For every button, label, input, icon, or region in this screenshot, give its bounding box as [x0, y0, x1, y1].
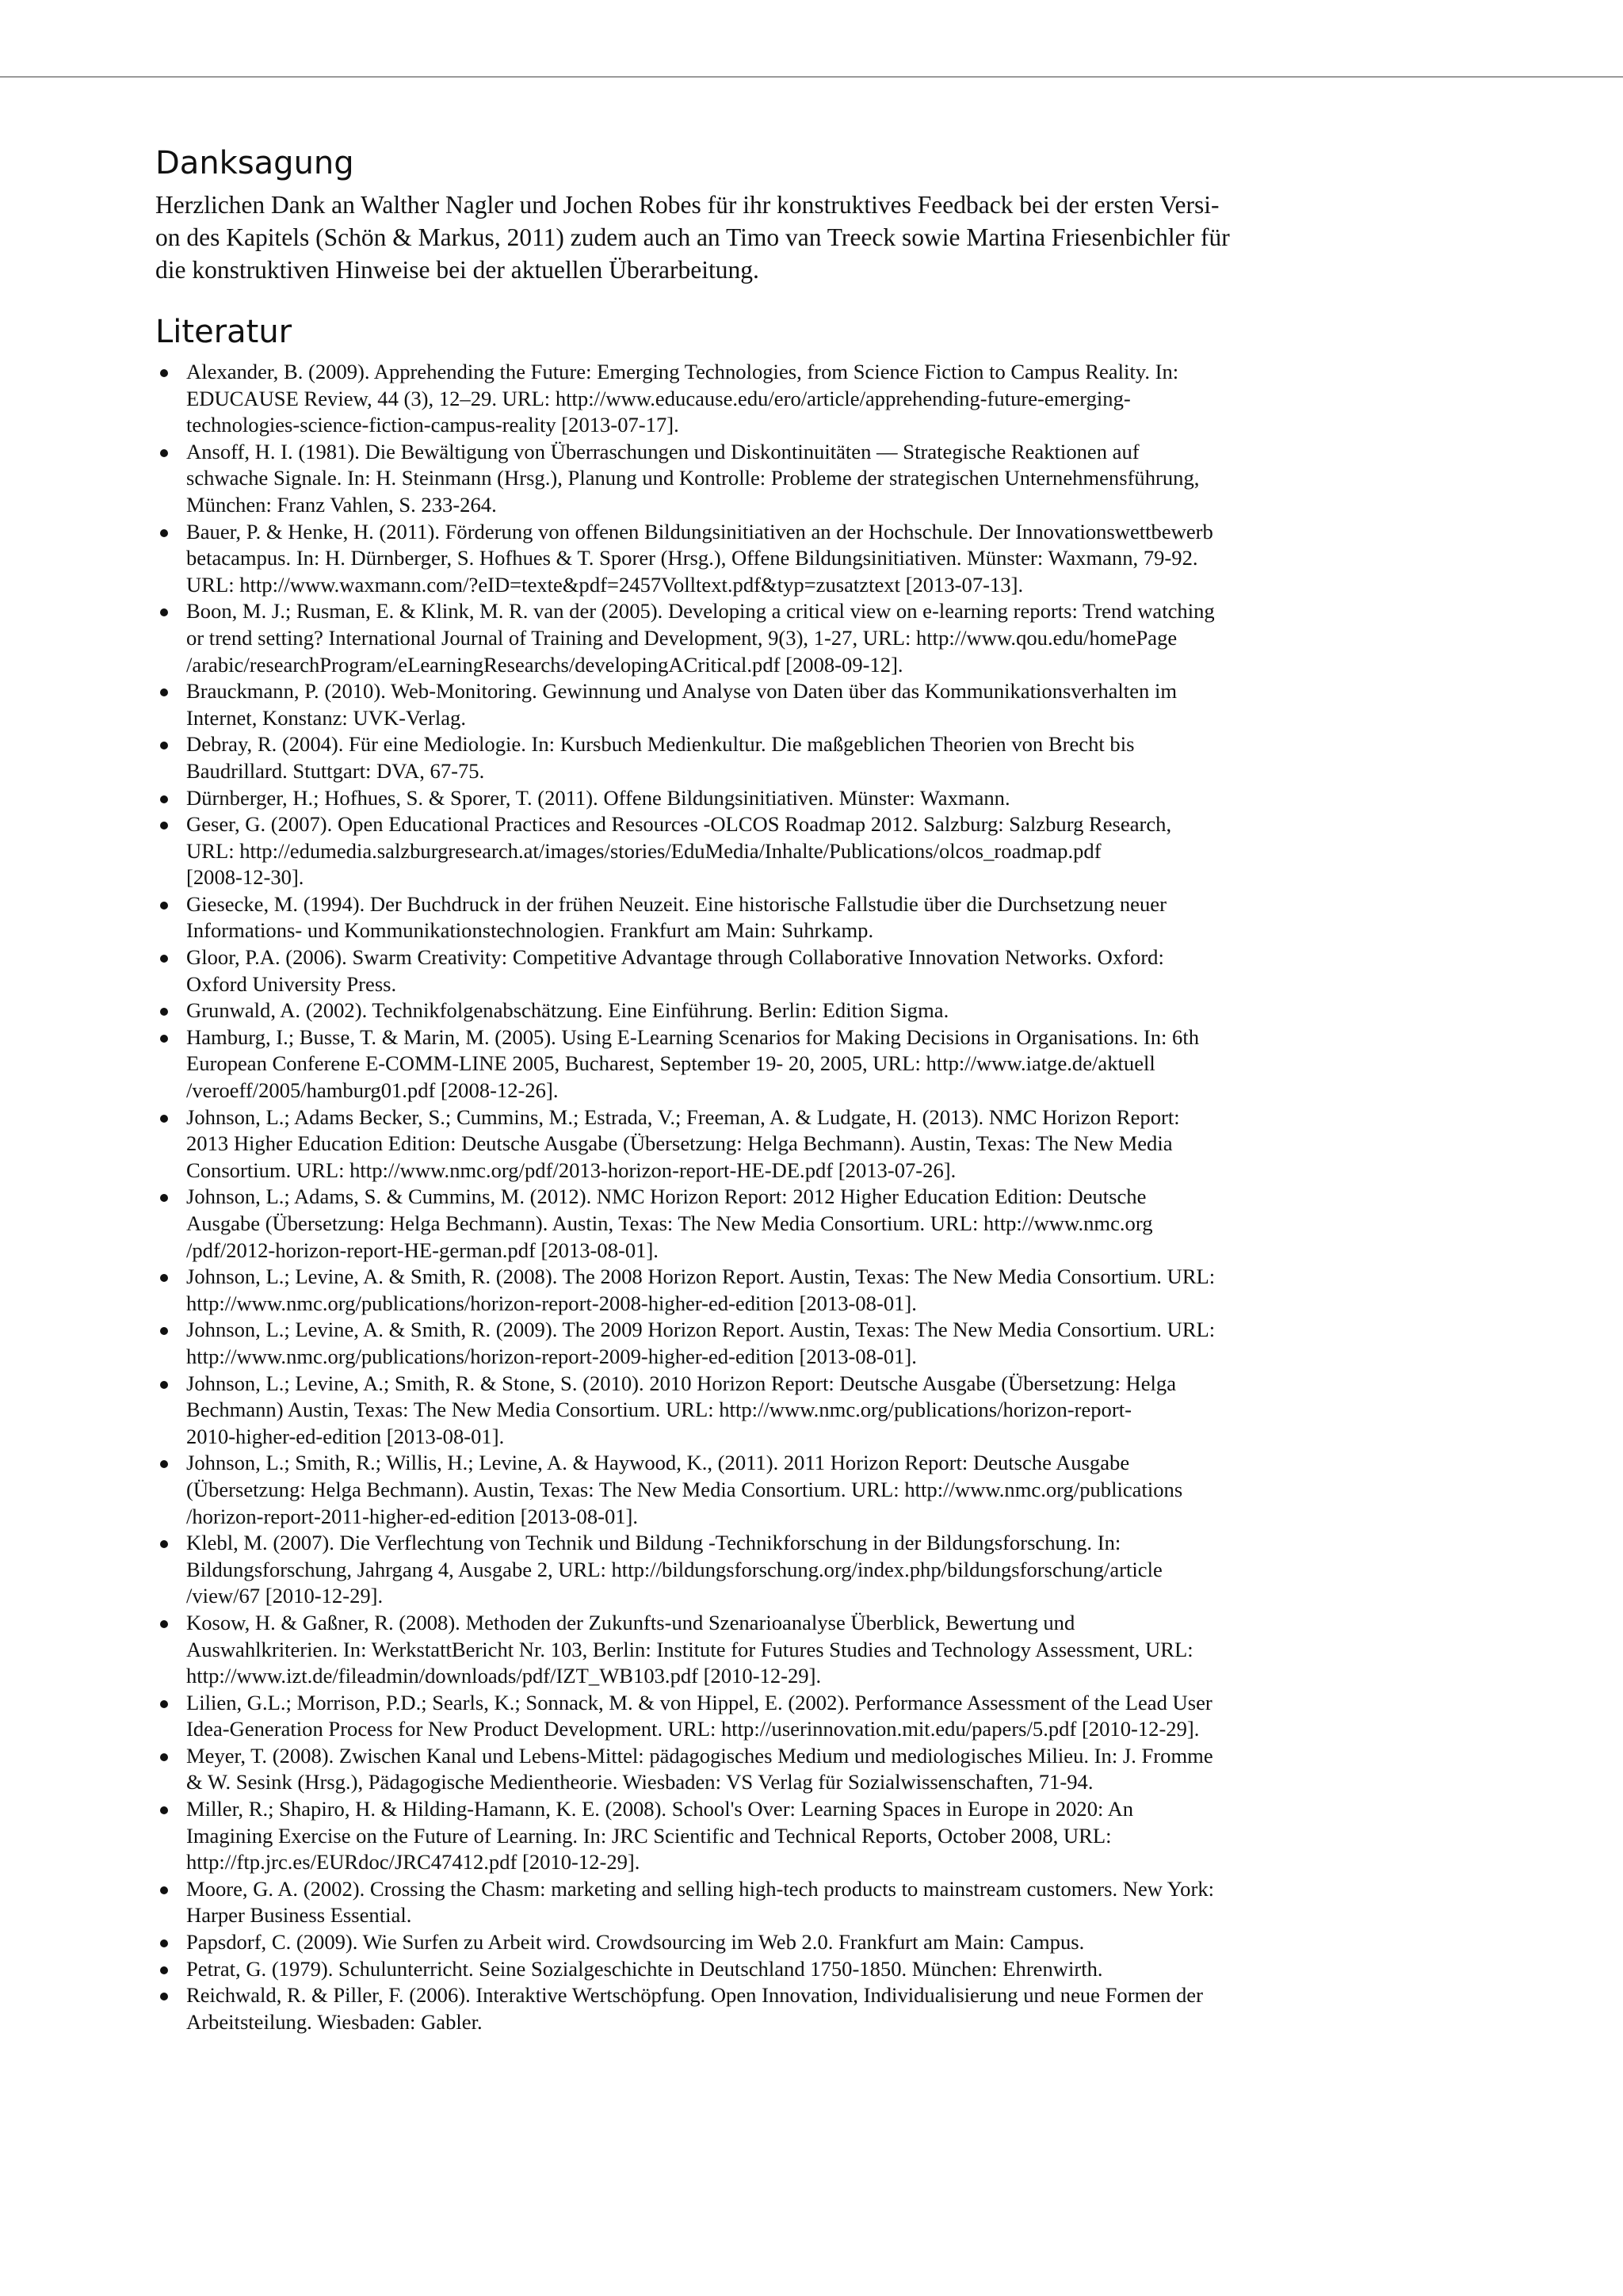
reference-item: [155, 519, 1401, 599]
reference-line: /view/67 [2010-12-29].: [186, 1584, 384, 1608]
reference-line: Meyer, T. (2008). Zwischen Kanal und Lebens-Mittel: pädagogisches Medium und mediologisches Milieu. In: J. Fromme: [186, 1743, 1213, 1768]
reference-line: Debray, R. (2004). Für eine Mediologie. In: Kursbuch Medienkultur. Die maßgeblichen Theorien von Brecht bis: [186, 732, 1135, 757]
reference-line: [2008-12-30].: [186, 865, 304, 890]
reference-item: [155, 1024, 1401, 1104]
reference-line: Geser, G. (2007). Open Educational Practices and Resources -OLCOS Roadmap 2012. Salzburg: Salzburg Research,: [186, 812, 1172, 837]
reference-line: Harper Business Essential.: [186, 1903, 412, 1928]
acknowledgements-heading: Danksagung: [155, 145, 354, 181]
reference-item: [155, 1371, 1401, 1451]
reference-line: betacampus. In: H. Dürnberger, S. Hofhues & T. Sporer (Hrsg.), Offene Bildungsinitiativen. Münster: Waxmann, 79-92.: [186, 546, 1198, 570]
reference-line: technologies-science-fiction-campus-reality [2013-07-17].: [186, 413, 679, 437]
reference-line: URL: http://edumedia.salzburgresearch.at/images/stories/EduMedia/Inhalte/Publications/olcos_roadmap.pdf: [186, 838, 1102, 863]
reference-item: [155, 1956, 1401, 1983]
reference-item: [155, 1184, 1401, 1264]
reference-line: Boon, M. J.; Rusman, E. & Klink, M. R. van der (2005). Developing a critical view on e-learning reports: Trend watching: [186, 599, 1215, 624]
reference-line: Lilien, G.L.; Morrison, P.D.; Searls, K.; Sonnack, M. & von Hippel, E. (2002). Performance Assessment of the Lead User: [186, 1690, 1212, 1714]
reference-item: [155, 678, 1401, 731]
reference-line: (Übersetzung: Helga Bechmann). Austin, Texas: The New Media Consortium. URL: http://www.nmc.org/publications: [186, 1477, 1183, 1501]
reference-line: Baudrillard. Stuttgart: DVA, 67-75.: [186, 758, 485, 783]
reference-item: [155, 1743, 1401, 1796]
reference-line: Giesecke, M. (1994). Der Buchdruck in der frühen Neuzeit. Eine historische Fallstudie über die Durchsetzung neuer: [186, 891, 1167, 916]
acknowledgements-line: Herzlichen Dank an Walther Nagler und Jochen Robes für ihr konstruktives Feedback bei der ersten Versi-: [155, 191, 1220, 219]
reference-line: Miller, R.; Shapiro, H. & Hilding-Hamann, K. E. (2008). School's Over: Learning Spaces in Europe in 2020: An: [186, 1797, 1134, 1821]
reference-line: Petrat, G. (1979). Schulunterricht. Seine Sozialgeschichte in Deutschland 1750-1850. München: Ehrenwirth.: [186, 1956, 1103, 1981]
reference-item: [155, 1610, 1401, 1690]
reference-line: Johnson, L.; Adams Becker, S.; Cummins, M.; Estrada, V.; Freeman, A. & Ludgate, H. (2013). NMC Horizon Report:: [186, 1104, 1180, 1129]
reference-line: Johnson, L.; Levine, A. & Smith, R. (2008). The 2008 Horizon Report. Austin, Texas: The New Media Consortium. URL:: [186, 1264, 1216, 1289]
reference-item: [155, 997, 1401, 1024]
reference-line: /pdf/2012-horizon-report-HE-german.pdf [2013-08-01].: [186, 1238, 659, 1262]
reference-line: or trend setting? International Journal of Training and Development, 9(3), 1-27, URL: http://www.qou.edu/homePage: [186, 625, 1178, 650]
reference-line: Alexander, B. (2009). Apprehending the Future: Emerging Technologies, from Science Fiction to Campus Reality. In:: [186, 360, 1179, 383]
reference-line: http://www.izt.de/fileadmin/downloads/pdf/IZT_WB103.pdf [2010-12-29].: [186, 1664, 822, 1688]
reference-line: Internet, Konstanz: UVK-Verlag.: [186, 705, 466, 730]
reference-line: /veroeff/2005/hamburg01.pdf [2008-12-26].: [186, 1078, 559, 1103]
reference-line: Johnson, L.; Levine, A.; Smith, R. & Stone, S. (2010). 2010 Horizon Report: Deutsche Ausgabe (Übersetzung: Helga: [186, 1371, 1176, 1395]
reference-item: [155, 359, 1401, 439]
reference-item: [155, 1982, 1401, 2035]
reference-line: Bechmann) Austin, Texas: The New Media Consortium. URL: http://www.nmc.org/publications/horizon-report-: [186, 1398, 1132, 1422]
acknowledgements-line: die konstruktiven Hinweise bei der aktuellen Überarbeitung.: [155, 256, 759, 284]
reference-line: /arabic/researchProgram/eLearningResearchs/developingACritical.pdf [2008-09-12].: [186, 652, 903, 677]
reference-line: schwache Signale. In: H. Steinmann (Hrsg.), Planung und Kontrolle: Probleme der strategischen Unternehmensführung,: [186, 466, 1200, 490]
reference-line: Reichwald, R. & Piller, F. (2006). Interaktive Wertschöpfung. Open Innovation, Individualisierung und neue Formen der: [186, 1983, 1203, 2008]
reference-line: Grunwald, A. (2002). Technikfolgenabschätzung. Eine Einführung. Berlin: Edition Sigma.: [186, 998, 949, 1023]
literature-heading: Literatur: [155, 314, 292, 350]
reference-line: Oxford University Press.: [186, 971, 397, 996]
reference-item: [155, 1104, 1401, 1184]
reference-line: Imagining Exercise on the Future of Learning. In: JRC Scientific and Technical Reports, October 2008, URL:: [186, 1823, 1112, 1848]
reference-item: [155, 891, 1401, 944]
reference-item: [155, 731, 1401, 784]
reference-line: Arbeitsteilung. Wiesbaden: Gabler.: [186, 2009, 483, 2034]
reference-line: Bildungsforschung, Jahrgang 4, Ausgabe 2, URL: http://bildungsforschung.org/index.php/bildungsforschung/article: [186, 1557, 1163, 1581]
reference-line: Dürnberger, H.; Hofhues, S. & Sporer, T. (2011). Offene Bildungsinitiativen. Münster: Waxmann.: [186, 785, 1010, 810]
reference-line: 2010-higher-ed-edition [2013-08-01].: [186, 1424, 505, 1448]
reference-line: http://www.nmc.org/publications/horizon-report-2008-higher-ed-edition [2013-08-01].: [186, 1291, 917, 1315]
reference-line: Auswahlkriterien. In: WerkstattBericht Nr. 103, Berlin: Institute for Futures Studies and Technology Assessment, URL:: [186, 1637, 1193, 1661]
reference-line: Idea-Generation Process for New Product Development. URL: http://userinnovation.mit.edu/papers/5.pdf [2010-12-29].: [186, 1717, 1200, 1741]
reference-line: Johnson, L.; Adams, S. & Cummins, M. (2012). NMC Horizon Report: 2012 Higher Education Edition: Deutsche: [186, 1184, 1147, 1209]
reference-item: [155, 598, 1401, 678]
acknowledgements-section: [155, 143, 1401, 286]
reference-line: European Conferene E-COMM-LINE 2005, Bucharest, September 19- 20, 2005, URL: http://www.iatge.de/aktuell: [186, 1051, 1155, 1076]
reference-item: [155, 944, 1401, 997]
reference-item: [155, 1264, 1401, 1317]
reference-list: [155, 359, 1401, 2035]
reference-item: [155, 1876, 1401, 1929]
reference-line: Hamburg, I.; Busse, T. & Marin, M. (2005). Using E-Learning Scenarios for Making Decisions in Organisations. In: 6th: [186, 1024, 1200, 1049]
reference-line: Johnson, L.; Smith, R.; Willis, H.; Levine, A. & Haywood, K., (2011). 2011 Horizon Report: Deutsche Ausgabe: [186, 1451, 1130, 1475]
document-page: [155, 143, 1401, 2035]
reference-line: Kosow, H. & Gaßner, R. (2008). Methoden der Zukunfts-und Szenarioanalyse Überblick, Bewertung und: [186, 1610, 1075, 1634]
reference-line: /horizon-report-2011-higher-ed-edition [2013-08-01].: [186, 1504, 639, 1528]
reference-line: Papsdorf, C. (2009). Wie Surfen zu Arbeit wird. Crowdsourcing im Web 2.0. Frankfurt am Main: Campus.: [186, 1930, 1085, 1955]
reference-line: URL: http://www.waxmann.com/?eID=texte&pdf=2457Volltext.pdf&typ=zusatztext [2013-07-13].: [186, 572, 1024, 597]
reference-line: Bauer, P. & Henke, H. (2011). Förderung von offenen Bildungsinitiativen an der Hochschule. Der Innovationswettbewerb: [186, 519, 1213, 543]
acknowledgements-line: on des Kapitels (Schön & Markus, 2011) zudem auch an Timo van Treeck sowie Martina Friesenbichler für: [155, 223, 1230, 251]
reference-line: Moore, G. A. (2002). Crossing the Chasm: marketing and selling high-tech products to mainstream customers. New York:: [186, 1876, 1215, 1901]
reference-line: http://www.nmc.org/publications/horizon-report-2009-higher-ed-edition [2013-08-01].: [186, 1344, 917, 1368]
reference-line: München: Franz Vahlen, S. 233-264.: [186, 492, 497, 517]
reference-item: [155, 785, 1401, 812]
reference-line: Brauckmann, P. (2010). Web-Monitoring. Gewinnung und Analyse von Daten über das Kommunikationsverhalten im: [186, 679, 1178, 704]
reference-item: [155, 1929, 1401, 1956]
reference-item: [155, 1530, 1401, 1610]
acknowledgements-text: [155, 189, 1401, 286]
reference-line: Ausgabe (Übersetzung: Helga Bechmann). Austin, Texas: The New Media Consortium. URL: http://www.nmc.org: [186, 1211, 1153, 1235]
reference-line: http://ftp.jrc.es/EURdoc/JRC47412.pdf [2010-12-29].: [186, 1850, 640, 1875]
reference-item: [155, 811, 1401, 891]
reference-line: Consortium. URL: http://www.nmc.org/pdf/2013-horizon-report-HE-DE.pdf [2013-07-26].: [186, 1158, 957, 1182]
reference-line: Gloor, P.A. (2006). Swarm Creativity: Competitive Advantage through Collaborative Innovation Networks. Oxford:: [186, 945, 1164, 970]
reference-item: [155, 1796, 1401, 1876]
reference-item: [155, 1317, 1401, 1370]
reference-line: 2013 Higher Education Edition: Deutsche Ausgabe (Übersetzung: Helga Bechmann). Austin, Texas: The New Media: [186, 1131, 1173, 1156]
reference-item: [155, 1450, 1401, 1530]
literature-section: [155, 311, 1401, 2035]
reference-line: Johnson, L.; Levine, A. & Smith, R. (2009). The 2009 Horizon Report. Austin, Texas: The New Media Consortium. URL:: [186, 1318, 1216, 1342]
reference-line: Ansoff, H. I. (1981). Die Bewältigung von Überraschungen und Diskontinuitäten — Strategische Reaktionen auf: [186, 439, 1140, 463]
reference-line: & W. Sesink (Hrsg.), Pädagogische Medientheorie. Wiesbaden: VS Verlag für Sozialwissenschaften, 71-94.: [186, 1770, 1094, 1794]
reference-line: Klebl, M. (2007). Die Verflechtung von Technik und Bildung -Technikforschung in der Bildungsforschung. In:: [186, 1531, 1121, 1555]
reference-line: Informations- und Kommunikationstechnologien. Frankfurt am Main: Suhrkamp.: [186, 918, 874, 943]
reference-item: [155, 439, 1401, 519]
reference-item: [155, 1690, 1401, 1743]
header-rule: [0, 76, 1623, 78]
reference-line: EDUCAUSE Review, 44 (3), 12–29. URL: http://www.educause.edu/ero/article/apprehending-future-emerging-: [186, 386, 1131, 410]
